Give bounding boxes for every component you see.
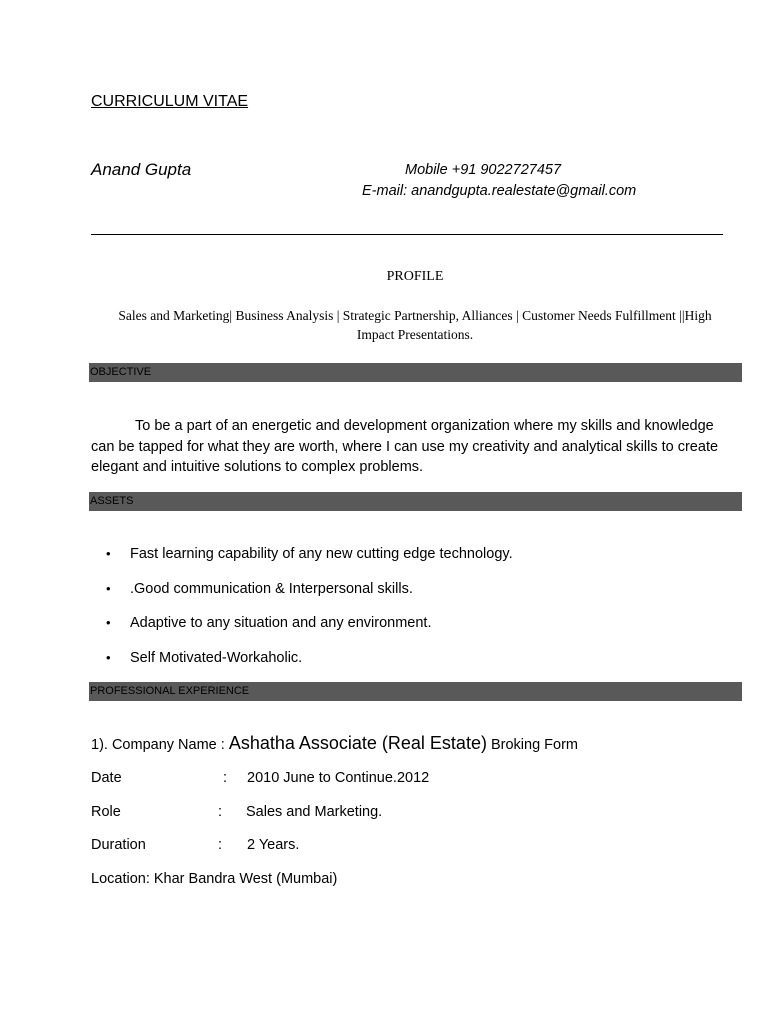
bullet-icon: • xyxy=(106,546,111,561)
document-title: CURRICULUM VITAE xyxy=(91,93,249,110)
asset-text: Fast learning capability of any new cutting edge technology. xyxy=(130,546,513,562)
date-value: 2010 June to Continue.2012 xyxy=(247,770,430,786)
asset-text: .Good communication & Interpersonal skills. xyxy=(130,580,413,597)
asset-text: Self Motivated-Workaholic. xyxy=(130,649,303,666)
asset-text: Adaptive to any situation and any environment. xyxy=(130,615,432,631)
list-item xyxy=(91,580,513,615)
role-label: Role xyxy=(91,804,121,820)
role-value: Sales and Marketing. xyxy=(246,804,383,820)
company-prefix: 1). Company Name : xyxy=(91,737,229,753)
location-line: Location: Khar Bandra West (Mumbai) xyxy=(91,871,338,887)
date-label: Date xyxy=(91,770,122,786)
bullet-icon: • xyxy=(106,615,111,630)
role-separator: : xyxy=(218,804,223,820)
duration-separator: : xyxy=(218,837,223,853)
mobile-number: Mobile +91 9022727457 xyxy=(405,162,562,178)
company-name: Ashatha Associate (Real Estate) xyxy=(228,733,487,753)
list-item xyxy=(91,545,513,580)
assets-heading: ASSETS xyxy=(89,492,742,511)
experience-heading: PROFESSIONAL EXPERIENCE xyxy=(89,682,742,701)
objective-text: To be a part of an energetic and development organization where my skills and knowledge can be tapped for what they are worth, where I can use my creativity and analytical skills to create elegant and intuitive solutions to complex problems. xyxy=(91,418,719,475)
profile-heading: PROFILE xyxy=(386,269,444,284)
objective-heading: OBJECTIVE xyxy=(89,363,742,382)
date-separator: : xyxy=(223,770,228,786)
profile-summary: Sales and Marketing| Business Analysis | Strategic Partnership, Alliances | Customer Needs Fulfillment ||High Impact Presentations. xyxy=(118,308,712,342)
bullet-icon: • xyxy=(106,649,111,665)
header-divider xyxy=(91,234,723,235)
list-item xyxy=(91,614,513,649)
candidate-name: Anand Gupta xyxy=(91,160,192,179)
bullet-icon: • xyxy=(106,580,111,596)
duration-label: Duration xyxy=(91,837,146,853)
email-address: E-mail: anandgupta.realestate@gmail.com xyxy=(362,183,637,199)
list-item xyxy=(91,649,513,684)
assets-list xyxy=(91,545,513,683)
duration-value: 2 Years. xyxy=(247,837,300,853)
company-suffix: Broking Form xyxy=(486,737,579,753)
company-line xyxy=(91,733,578,754)
